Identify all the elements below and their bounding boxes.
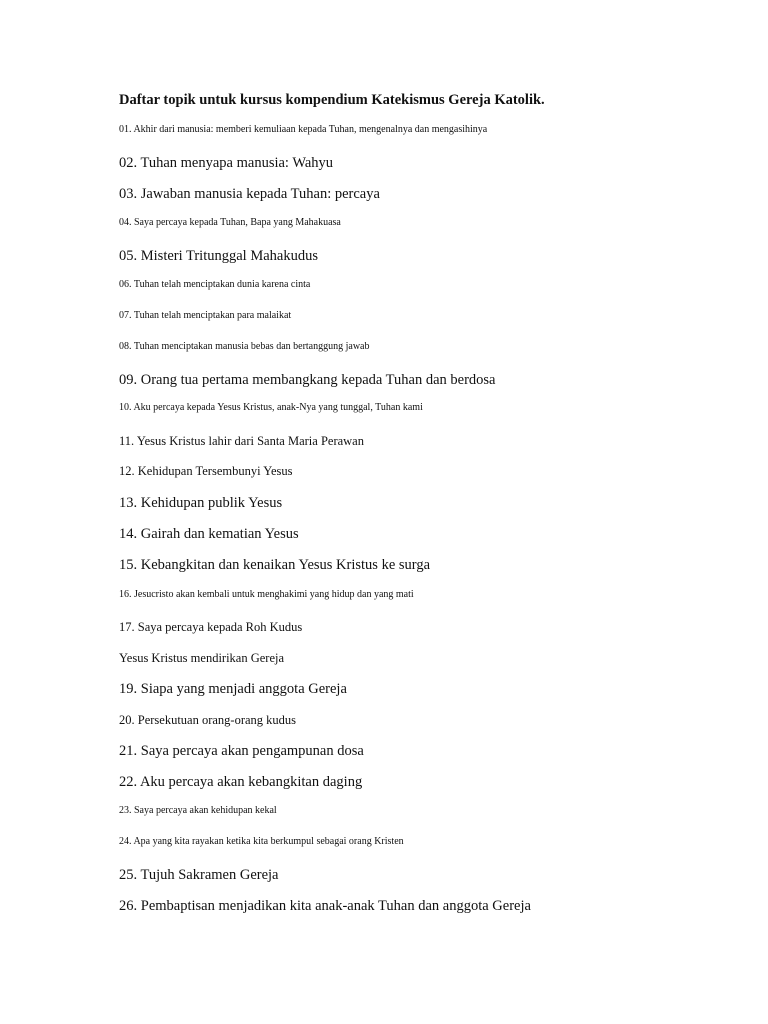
topic-item-02: 02. Tuhan menyapa manusia: Wahyu xyxy=(119,155,334,171)
topic-item-01: 01. Akhir dari manusia: memberi kemuliaan kepada Tuhan, mengenalnya dan mengasihinya xyxy=(119,124,488,135)
topic-item-20: 20. Persekutuan orang-orang kudus xyxy=(119,713,297,727)
topic-item-14: 14. Gairah dan kematian Yesus xyxy=(119,526,299,542)
topic-item-17: 17. Saya percaya kepada Roh Kudus xyxy=(119,620,303,634)
topic-item-11: 11. Yesus Kristus lahir dari Santa Maria Perawan xyxy=(119,434,364,448)
topic-item-03: 03. Jawaban manusia kepada Tuhan: percaya xyxy=(119,186,380,202)
document-title: Daftar topik untuk kursus kompendium Katekismus Gereja Katolik. xyxy=(119,92,545,108)
topic-item-12: 12. Kehidupan Tersembunyi Yesus xyxy=(119,464,293,478)
topic-item-18: Yesus Kristus mendirikan Gereja xyxy=(119,651,285,665)
topic-item-25: 25. Tujuh Sakramen Gereja xyxy=(119,867,279,883)
topic-item-13: 13. Kehidupan publik Yesus xyxy=(119,495,283,511)
topic-item-15: 15. Kebangkitan dan kenaikan Yesus Kristus ke surga xyxy=(119,557,431,573)
topic-item-23: 23. Saya percaya akan kehidupan kekal xyxy=(119,805,277,816)
topic-item-05: 05. Misteri Tritunggal Mahakudus xyxy=(119,248,318,264)
topic-item-26: 26. Pembaptisan menjadikan kita anak-anak Tuhan dan anggota Gereja xyxy=(119,898,531,914)
topic-item-06: 06. Tuhan telah menciptakan dunia karena cinta xyxy=(119,279,311,290)
topic-item-21: 21. Saya percaya akan pengampunan dosa xyxy=(119,743,364,759)
topic-item-09: 09. Orang tua pertama membangkang kepada Tuhan dan berdosa xyxy=(119,372,496,388)
topic-item-16: 16. Jesucristo akan kembali untuk menghakimi yang hidup dan yang mati xyxy=(119,589,414,600)
topic-item-04: 04. Saya percaya kepada Tuhan, Bapa yang Mahakuasa xyxy=(119,217,341,228)
topic-item-07: 07. Tuhan telah menciptakan para malaikat xyxy=(119,310,292,321)
topic-item-08: 08. Tuhan menciptakan manusia bebas dan bertanggung jawab xyxy=(119,341,370,352)
topic-item-22: 22. Aku percaya akan kebangkitan daging xyxy=(119,774,363,790)
topic-item-24: 24. Apa yang kita rayakan ketika kita berkumpul sebagai orang Kristen xyxy=(119,836,404,847)
topic-item-10: 10. Aku percaya kepada Yesus Kristus, anak-Nya yang tunggal, Tuhan kami xyxy=(119,402,423,413)
topic-item-19: 19. Siapa yang menjadi anggota Gereja xyxy=(119,681,347,697)
